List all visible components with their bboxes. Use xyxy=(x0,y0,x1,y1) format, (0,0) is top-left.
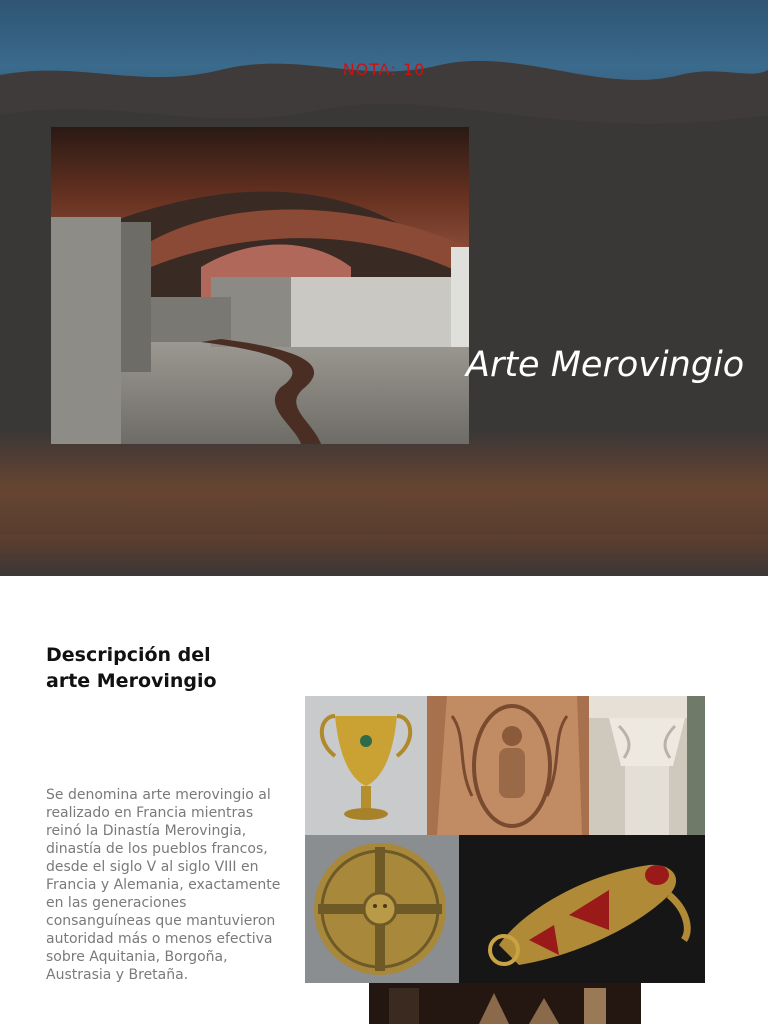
section-body-text: Se denomina arte merovingio al realizado en Francia mientras reinó la Dinastía Merovingia, dinastía de los pueblos francos, desde el siglo V al siglo VIII en Francia y Alemania, exactamente en las generaciones consanguíneas que mantuvieron autoridad más o menos efectiva sobre Aquitania, Borgoña, Austrasia y Bretaña. xyxy=(46,787,281,983)
eagle-fibula-photo xyxy=(459,835,705,983)
grade-label: NOTA: 10 xyxy=(342,60,426,79)
heading-line-2: arte Merovingio xyxy=(46,670,217,692)
column-capital-photo xyxy=(589,696,705,835)
slide-title: Arte Merovingio xyxy=(466,345,745,385)
artifact-collage xyxy=(305,696,705,1024)
church-towers-photo xyxy=(369,983,641,1024)
gold-chalice-photo xyxy=(305,696,427,835)
vaulted-arcade-photo xyxy=(51,127,469,444)
rust-band xyxy=(0,430,768,576)
carved-ivory-panel-photo xyxy=(427,696,589,835)
section-heading xyxy=(46,642,276,694)
heading-line-1: Descripción del xyxy=(46,644,211,666)
gold-brooch-photo xyxy=(305,835,459,983)
